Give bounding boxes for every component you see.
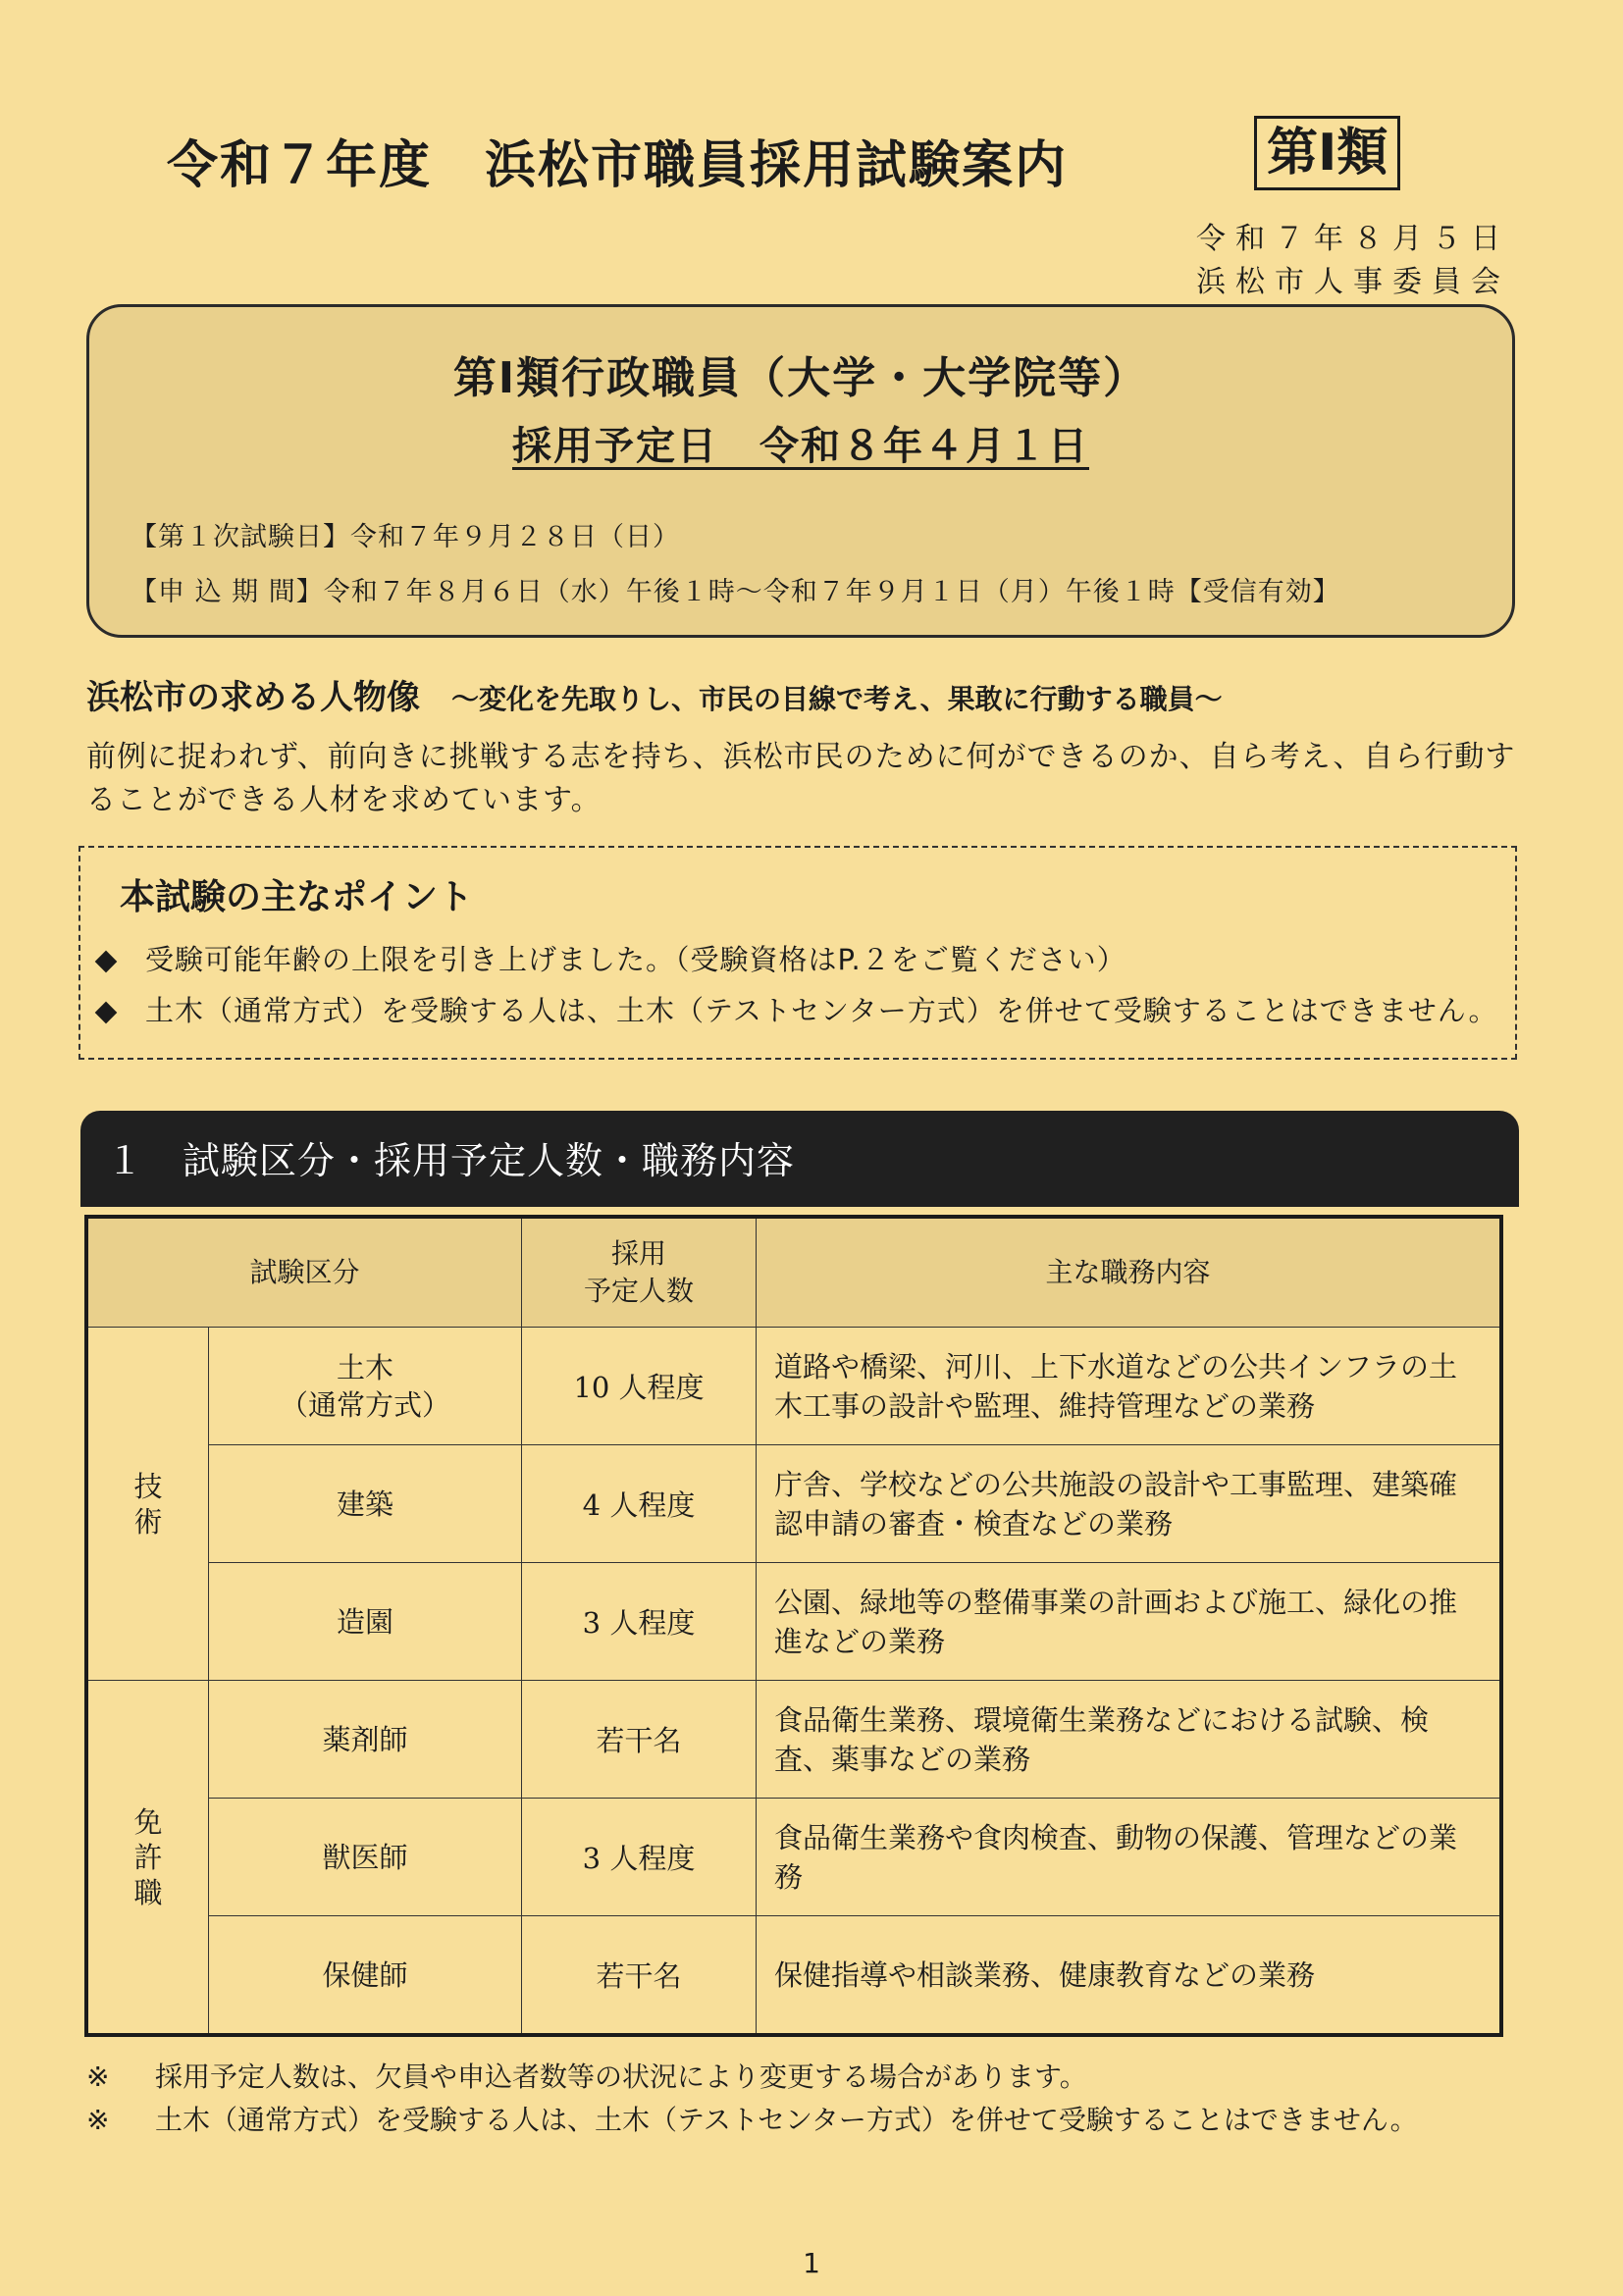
exam-info-box: [86, 304, 1515, 638]
hire-date-label: 採用予定日: [512, 424, 718, 469]
jobs-table: [84, 1215, 1503, 2037]
hire-count: 若干名: [522, 1916, 757, 2036]
application-label: 【申 込 期 間】: [131, 577, 324, 607]
exam-kind: 造園: [209, 1563, 522, 1681]
exam-kind: 土木 （通常方式）: [209, 1328, 522, 1445]
note-item: ※ 採用予定人数は、欠員や申込者数等の状況により変更する場合があります。: [86, 2056, 1418, 2099]
note-mark: ※: [86, 2061, 110, 2093]
duties: 食品衛生業務や食肉検査、動物の保護、管理などの業務: [757, 1799, 1502, 1916]
issue-date: 令和７年８月５日: [1196, 222, 1510, 256]
section-title: １ 試験区分・採用予定人数・職務内容: [106, 1139, 796, 1182]
exam-date: 令和７年９月２８日（日）: [350, 522, 680, 552]
duties: 庁舎、学校などの公共施設の設計や工事監理、建築確認申請の審査・検査などの業務: [757, 1445, 1502, 1563]
header-category: 試験区分: [86, 1217, 522, 1328]
exam-kind: 薬剤師: [209, 1681, 522, 1799]
group-technical: 技術: [86, 1328, 209, 1681]
application-period-line: [131, 570, 1340, 608]
title-row: [167, 116, 1442, 194]
issuer-name: 浜松市人事委員会: [1196, 265, 1510, 299]
table-row: [86, 1328, 1501, 1445]
ideal-person-title: 浜松市の求める人物像: [86, 678, 420, 717]
diamond-bullet-icon: [95, 951, 118, 973]
section-header-bar: [80, 1111, 1519, 1207]
category-badge: 第Ⅰ類: [1254, 116, 1400, 190]
diamond-bullet-icon: [95, 1002, 118, 1024]
notes: [86, 2056, 1418, 2142]
duties: 保健指導や相談業務、健康教育などの業務: [757, 1916, 1502, 2036]
key-points-title: 本試験の主なポイント: [120, 877, 474, 917]
key-point: 土木（通常方式）を受験する人は、土木（テストセンター方式）を併せて受験することはできません。: [88, 989, 1498, 1029]
duties: 公園、緑地等の整備事業の計画および施工、緑化の推進などの業務: [757, 1563, 1502, 1681]
exam-kind: 保健師: [209, 1916, 522, 2036]
table-row: [86, 1799, 1501, 1916]
table-row: [86, 1681, 1501, 1799]
hire-count: 10 人程度: [522, 1328, 757, 1445]
application-period: 令和７年８月６日（水）午後１時～令和７年９月１日（月）午後１時【受信有効】: [323, 577, 1340, 607]
hire-count: 3 人程度: [522, 1563, 757, 1681]
exam-date-line: [131, 515, 680, 553]
note-mark: ※: [86, 2104, 110, 2136]
hire-count: 4 人程度: [522, 1445, 757, 1563]
page-title: 令和７年度 浜松市職員採用試験案内: [167, 136, 1069, 195]
duties: 食品衛生業務、環境衛生業務などにおける試験、検査、薬事などの業務: [757, 1681, 1502, 1799]
hire-count: 若干名: [522, 1681, 757, 1799]
page-number: 1: [803, 2247, 820, 2279]
exam-kind: 獣医師: [209, 1799, 522, 1916]
exam-date-label: 【第１次試験日】: [131, 522, 350, 552]
issuer-block: [1196, 218, 1510, 304]
header-duties: 主な職務内容: [757, 1217, 1502, 1328]
ideal-person-body: 前例に捉われず、前向きに挑戦する志を持ち、浜松市民のために何ができるのか、自ら考え、自ら行動することができる人材を求めています。: [86, 740, 1516, 817]
table-row: [86, 1445, 1501, 1563]
table-row: [86, 1916, 1501, 2036]
key-points-box: [79, 846, 1517, 1060]
hire-count: 3 人程度: [522, 1799, 757, 1916]
duties: 道路や橋梁、河川、上下水道などの公共インフラの土木工事の設計や監理、維持管理などの業務: [757, 1328, 1502, 1445]
table-header-row: [86, 1217, 1501, 1328]
hire-date: 令和８年４月１日: [759, 424, 1089, 469]
note-item: ※ 土木（通常方式）を受験する人は、土木（テストセンター方式）を併せて受験することはできません。: [86, 2099, 1418, 2142]
hire-date-line: [89, 415, 1512, 471]
exam-heading: 第Ⅰ類行政職員（大学・大学院等）: [452, 353, 1149, 403]
ideal-person-subtitle: ～変化を先取りし、市民の目線で考え、果敢に行動する職員～: [451, 683, 1223, 715]
key-point: 受験可能年齢の上限を引き上げました。（受験資格はP.２をご覧ください）: [88, 938, 1126, 978]
table-row: [86, 1563, 1501, 1681]
header-count: 採用 予定人数: [522, 1217, 757, 1328]
exam-kind: 建築: [209, 1445, 522, 1563]
ideal-person-heading: [86, 670, 1223, 718]
group-licensed: 免許職: [86, 1681, 209, 2036]
